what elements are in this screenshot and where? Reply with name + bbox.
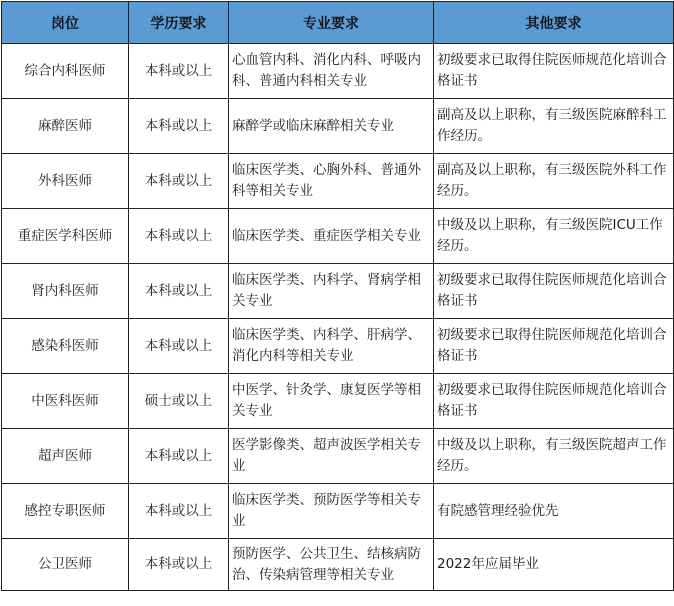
cell-education: 硕士或以上	[129, 374, 229, 429]
table-row	[2, 264, 674, 319]
cell-post: 麻醉医师	[2, 99, 129, 154]
cell-post: 中医科医师	[2, 374, 129, 429]
cell-major: 心血管内科、消化内科、呼吸内科、普通内科相关专业	[229, 44, 434, 99]
cell-major: 临床医学类、内科学、肾病学相关专业	[229, 264, 434, 319]
table-row	[2, 429, 674, 484]
header-other: 其他要求	[434, 2, 674, 44]
cell-post: 综合内科医师	[2, 44, 129, 99]
cell-post: 重症医学科医师	[2, 209, 129, 264]
header-row	[2, 2, 674, 44]
cell-other: 副高及以上职称，有三级医院外科工作经历。	[434, 154, 674, 209]
cell-post: 公卫医师	[2, 539, 129, 591]
table-header	[2, 2, 674, 44]
table-body	[2, 44, 674, 591]
table-row	[2, 154, 674, 209]
cell-other: 初级要求已取得住院医师规范化培训合格证书	[434, 374, 674, 429]
cell-post: 感控专职医师	[2, 484, 129, 539]
cell-other: 初级要求已取得住院医师规范化培训合格证书	[434, 44, 674, 99]
table-row	[2, 539, 674, 591]
cell-education: 本科或以上	[129, 539, 229, 591]
cell-major: 临床医学类、重症医学相关专业	[229, 209, 434, 264]
cell-education: 本科或以上	[129, 209, 229, 264]
cell-other: 2022年应届毕业	[434, 539, 674, 591]
table-row	[2, 99, 674, 154]
table-row	[2, 319, 674, 374]
cell-other: 初级要求已取得住院医师规范化培训合格证书	[434, 264, 674, 319]
cell-education: 本科或以上	[129, 264, 229, 319]
cell-other: 中级及以上职称，有三级医院超声工作经历。	[434, 429, 674, 484]
cell-major: 临床医学类、内科学、肝病学、消化内科等相关专业	[229, 319, 434, 374]
cell-education: 本科或以上	[129, 484, 229, 539]
cell-major: 临床医学类、预防医学等相关专业	[229, 484, 434, 539]
cell-other: 有院感管理经验优先	[434, 484, 674, 539]
cell-major: 麻醉学或临床麻醉相关专业	[229, 99, 434, 154]
cell-other: 副高及以上职称，有三级医院麻醉科工作经历。	[434, 99, 674, 154]
cell-post: 超声医师	[2, 429, 129, 484]
table-row	[2, 374, 674, 429]
cell-major: 中医学、针灸学、康复医学等相关专业	[229, 374, 434, 429]
cell-post: 肾内科医师	[2, 264, 129, 319]
header-post: 岗位	[2, 2, 129, 44]
cell-post: 外科医师	[2, 154, 129, 209]
header-education: 学历要求	[129, 2, 229, 44]
cell-education: 本科或以上	[129, 99, 229, 154]
recruitment-table	[1, 1, 674, 591]
cell-major: 医学影像类、超声波医学相关专业	[229, 429, 434, 484]
cell-education: 本科或以上	[129, 319, 229, 374]
cell-education: 本科或以上	[129, 429, 229, 484]
table-row	[2, 44, 674, 99]
cell-education: 本科或以上	[129, 44, 229, 99]
cell-other: 中级及以上职称，有三级医院ICU工作经历。	[434, 209, 674, 264]
cell-post: 感染科医师	[2, 319, 129, 374]
cell-major: 临床医学类、心胸外科、普通外科等相关专业	[229, 154, 434, 209]
table-row	[2, 209, 674, 264]
cell-education: 本科或以上	[129, 154, 229, 209]
cell-other: 初级要求已取得住院医师规范化培训合格证书	[434, 319, 674, 374]
header-major: 专业要求	[229, 2, 434, 44]
cell-major: 预防医学、公共卫生、结核病防治、传染病管理等相关专业	[229, 539, 434, 591]
table-row	[2, 484, 674, 539]
